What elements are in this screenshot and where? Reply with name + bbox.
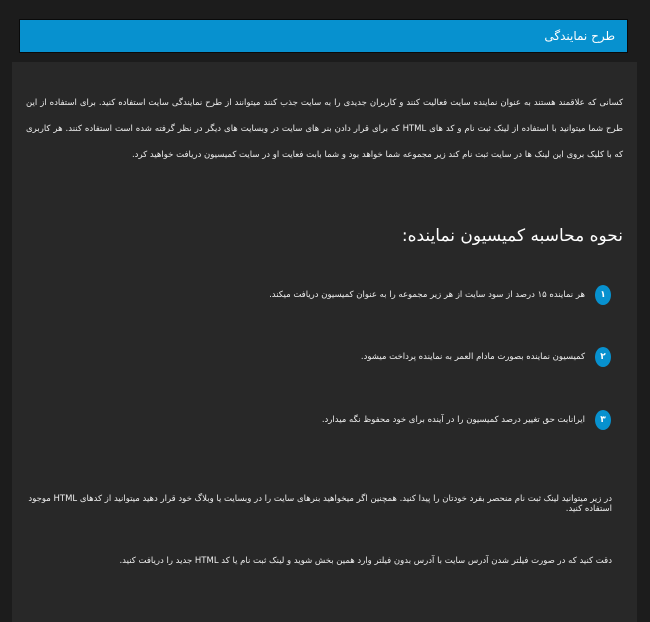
referral-info-text: در زیر میتوانید لینک ثبت نام منحصر بفرد خودتان را پیدا کنید. همچنین اگر میخواهید بنرهای سایت را در وبسایت یا وبلاگ خود قرار دهید میتوانید از کدهای HTML موجود استفاده کنید. — [28, 494, 612, 514]
page-header — [19, 19, 628, 53]
commission-heading: نحوه محاسبه کمیسیون نماینده: — [401, 226, 623, 246]
step-number-badge: ۳ — [595, 410, 611, 430]
filter-note-text: دقت کنید که در صورت فیلتر شدن آدرس سایت با آدرس بدون فیلتر وارد همین بخش شوید و لینک ثبت نام یا کد HTML جدید را دریافت کنید. — [119, 556, 612, 566]
step-text: هر نماینده ۱۵ درصد از سود سایت از هر زیر مجموعه را به عنوان کمیسیون دریافت میکند. — [269, 290, 585, 300]
step-item — [322, 410, 611, 430]
step-item — [269, 285, 611, 305]
intro-text: کسانی که علاقمند هستند به عنوان نماینده سایت فعالیت کنند و کاربران جدیدی را به سایت جذب کنند میتوانند از طرح نمایندگی سایت استفاده کنید. برای استفاده از این طرح شما میتوانید با استفاده از لینک ثبت نام و کد های HTML که برای قرار دادن بنر های سایت در وبسایت های دیگر در نظر گرفته شده است استفاده کنند. هر کاربری که با کلیک بروی این لینک ها در سایت ثبت نام کند زیر مجموعه شما خواهد بود و شما بابت فعایت او در سایت کمیسیون دریافت خواهید کرد. — [26, 98, 623, 160]
step-item — [361, 347, 611, 367]
step-text: ایرانابت حق تغییر درصد کمیسیون را در آینده برای خود محفوظ نگه میدارد. — [321, 415, 585, 425]
page-title: طرح نمایندگی — [544, 29, 615, 43]
step-number-badge: ۱ — [595, 285, 611, 305]
content-panel — [12, 62, 637, 622]
step-number-badge: ۲ — [595, 347, 611, 367]
step-text: کمیسیون نماینده بصورت مادام العمر به نماینده پرداخت میشود. — [360, 352, 585, 362]
